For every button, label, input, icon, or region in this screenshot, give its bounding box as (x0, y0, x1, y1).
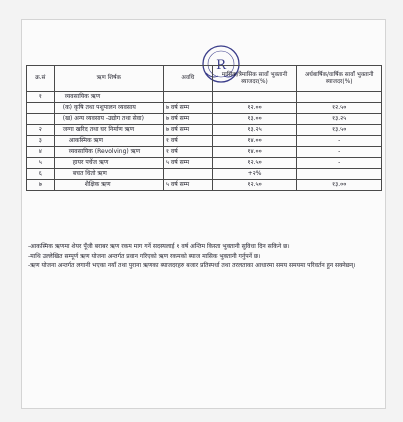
header-term: अवधि (163, 66, 212, 92)
row-annual-rate: १३.२५ (297, 114, 382, 125)
row-monthly-rate: १४.०० (212, 136, 297, 147)
row-monthly-rate: १४.०० (212, 147, 297, 158)
header-loan-title: ऋण शिर्षक (54, 66, 163, 92)
loan-interest-table (26, 65, 382, 191)
row-term: ७ वर्ष सम्म (163, 114, 212, 125)
row-term: ७ वर्ष सम्म (163, 103, 212, 114)
table-row (27, 114, 382, 125)
row-term (163, 169, 212, 180)
row-loan-title: बचत धितो ऋण (54, 169, 163, 180)
header-sn: क्र.सं (27, 66, 55, 92)
row-sn: ६ (27, 169, 55, 180)
note-line: -ऋण योजना अन्तर्गत लगानी भएका नयाँ तथा पुराना ऋणका ब्याजदरहरु बजार प्रतिस्पर्धा तथा तरलताका आधारमा समय समयमा परिवर्तन हुन सक्नेछन्। (28, 262, 356, 270)
table-row (27, 158, 382, 169)
row-term: ५ वर्ष सम्म (163, 158, 212, 169)
row-sn: १ (27, 92, 55, 103)
row-term (163, 92, 212, 103)
row-term: ५ वर्ष सम्म (163, 180, 212, 191)
row-sn: २ (27, 125, 55, 136)
svg-text:R: R (216, 58, 226, 73)
row-term: १ वर्ष (163, 147, 212, 158)
table-row (27, 125, 382, 136)
row-monthly-rate: १२.५० (212, 158, 297, 169)
row-loan-title: शैक्षिक ऋण (54, 180, 163, 191)
table-row (27, 169, 382, 180)
row-loan-title: व्यवसायिक ऋण (54, 92, 163, 103)
row-loan-title: आकस्मिक ऋण (54, 136, 163, 147)
row-annual-rate: १३.०० (297, 180, 382, 191)
table-row (27, 147, 382, 158)
row-annual-rate (297, 92, 382, 103)
table-row (27, 136, 382, 147)
note-line: -माथि उल्लेखित सम्पूर्ण ऋण योजना अन्तर्गत प्रवान गरिएको ऋण रकमको ब्याज मासिक भुक्तानी गर्नुपर्ने छ। (28, 252, 261, 260)
row-monthly-rate (212, 92, 297, 103)
note-line: -आकस्मिक ऋणमा शेयर पूँजी बराबर ऋण रकम माग गर्ने सदस्यलाई १ वर्ष अन्तिम किस्ता भुक्तानी सुविधा दिन सकिने छ। (28, 243, 290, 250)
row-annual-rate: - (297, 136, 382, 147)
row-sn (27, 103, 55, 114)
table-row (27, 180, 382, 191)
row-loan-title: जग्गा खरिद तथा घर निर्माण ऋण (54, 125, 163, 136)
row-annual-rate (297, 169, 382, 180)
row-annual-rate: १२.५० (297, 103, 382, 114)
row-term: १ वर्ष (163, 136, 212, 147)
row-monthly-rate: १२.०० (212, 103, 297, 114)
row-loan-title: व्यवसायिक (Revolving) ऋण (54, 147, 163, 158)
row-monthly-rate: १३.०० (212, 114, 297, 125)
row-sn: ७ (27, 180, 55, 191)
table-row (27, 103, 382, 114)
row-sn: ४ (27, 147, 55, 158)
row-monthly-rate: १२.५० (212, 180, 297, 191)
row-annual-rate: १३.५० (297, 125, 382, 136)
header-annual-rate: अर्धबार्षिक/वार्षिक सावाँ भुक्तानी ब्याजदर(%) (297, 66, 382, 92)
table-row (27, 92, 382, 103)
row-loan-title: (क) कृषि तथा पशुपालन व्यवसाय (54, 103, 163, 114)
row-annual-rate: - (297, 147, 382, 158)
row-term: ७ वर्ष सम्म (163, 125, 212, 136)
row-sn: ३ (27, 136, 55, 147)
row-sn: ५ (27, 158, 55, 169)
header-monthly-rate: मासिक/त्रैमासिक सावाँ भुक्तानी ब्याजदर(%) (212, 66, 297, 92)
row-monthly-rate: १३.२५ (212, 125, 297, 136)
notes-block (28, 242, 378, 271)
table-header-row (27, 66, 382, 92)
row-sn (27, 114, 55, 125)
row-loan-title: (ख) अन्य व्यवसाय -उद्योग तथा सेवा) (54, 114, 163, 125)
row-monthly-rate: +२% (212, 169, 297, 180)
row-annual-rate: - (297, 158, 382, 169)
row-loan-title: हायर पर्चेज ऋण (54, 158, 163, 169)
